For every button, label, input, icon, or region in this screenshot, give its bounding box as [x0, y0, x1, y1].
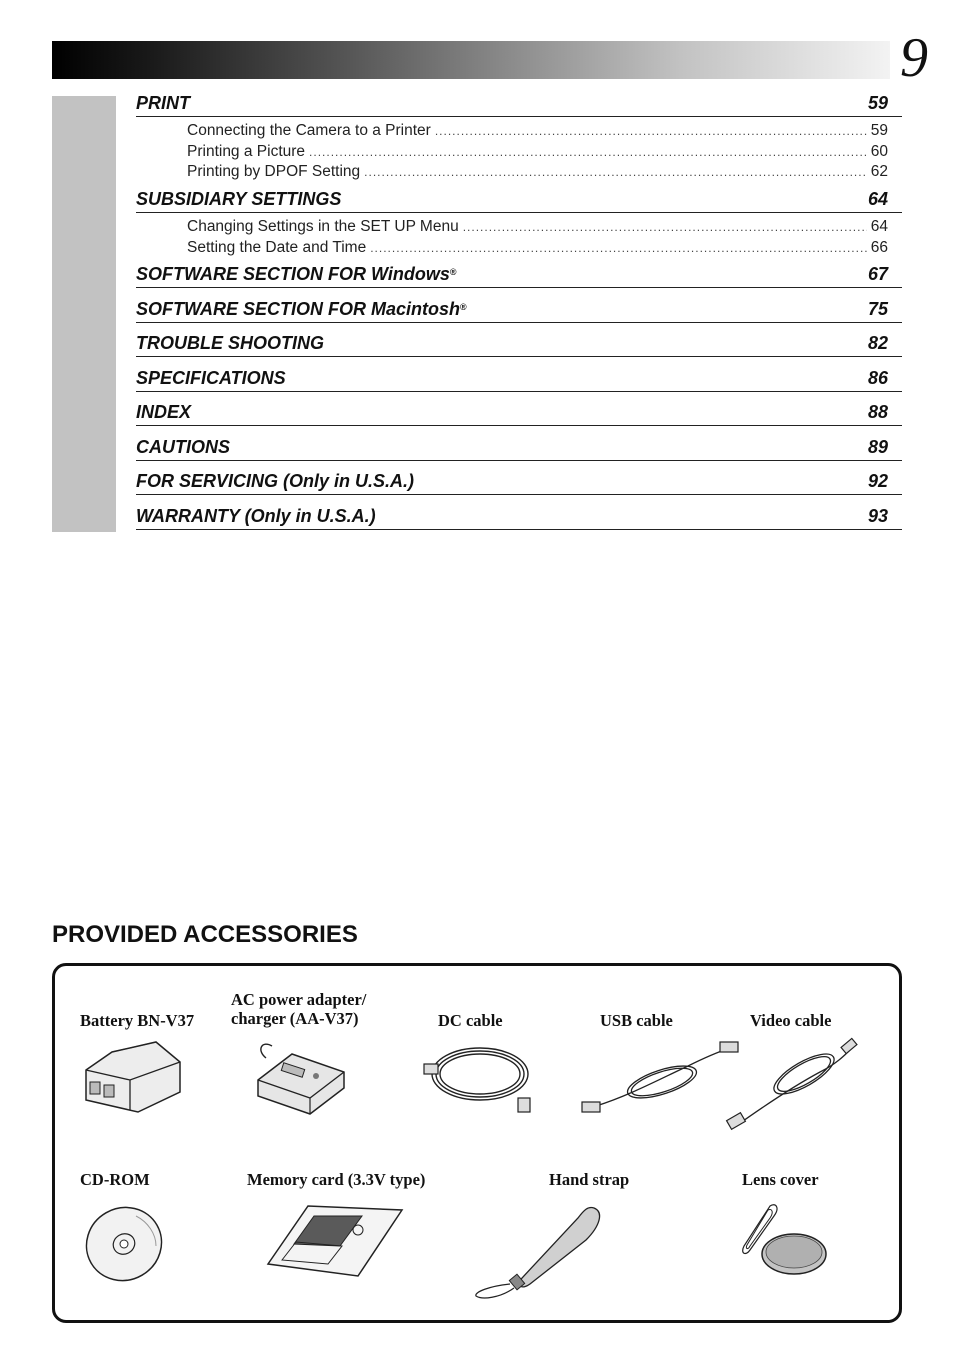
- toc-entry-title: Setting the Date and Time: [187, 239, 367, 256]
- toc-section-title: SPECIFICATIONS: [136, 368, 286, 388]
- header-gradient-bar: [52, 41, 890, 79]
- toc-section-for-servicing[interactable]: [136, 468, 902, 495]
- accessory-label-hand-strap: Hand strap: [549, 1170, 630, 1189]
- toc-section-software-windows[interactable]: [136, 261, 902, 288]
- accessory-label-memory-card: Memory card (3.3V type): [247, 1170, 426, 1189]
- dot-leader: [463, 217, 867, 237]
- toc-entry[interactable]: [187, 162, 888, 182]
- toc-section-title: TROUBLE SHOOTING: [136, 333, 324, 353]
- toc-section-page: 89: [867, 437, 888, 457]
- accessory-label-line: AC power adapter/: [231, 990, 367, 1009]
- toc-section-cautions[interactable]: [136, 434, 902, 461]
- ac-adapter-icon: [252, 1036, 352, 1118]
- toc-entry[interactable]: [187, 238, 888, 258]
- lens-cover-icon: [736, 1200, 832, 1280]
- dot-leader: [364, 162, 867, 182]
- toc-section-index[interactable]: [136, 399, 902, 426]
- toc-entry-page: 66: [870, 239, 888, 256]
- toc-section-title: SUBSIDIARY SETTINGS: [136, 189, 342, 209]
- toc-section-subsidiary-settings[interactable]: [136, 186, 902, 213]
- toc-section-title: INDEX: [136, 402, 192, 422]
- toc-section-page: 93: [867, 506, 888, 526]
- accessory-label-cd-rom: CD-ROM: [80, 1170, 150, 1189]
- accessory-label-line: charger (AA-V37): [231, 1009, 359, 1028]
- toc-entry-page: 60: [870, 143, 888, 160]
- toc-section-title: PRINT: [136, 93, 190, 113]
- page-number: 9: [900, 27, 928, 89]
- toc-section-warranty[interactable]: [136, 503, 902, 530]
- toc-entry[interactable]: [187, 142, 888, 162]
- toc-section-title: WARRANTY (Only in U.S.A.): [136, 506, 376, 526]
- dot-leader: [435, 121, 867, 141]
- toc-section-page: 92: [867, 471, 888, 491]
- accessories-heading: PROVIDED ACCESSORIES: [52, 921, 358, 948]
- toc-section-page: 64: [867, 189, 888, 209]
- toc-section-software-macintosh[interactable]: [136, 296, 902, 323]
- toc-entry-title: Printing by DPOF Setting: [187, 163, 361, 180]
- accessory-label-battery: Battery BN-V37: [80, 1011, 195, 1030]
- hand-strap-icon: [470, 1200, 608, 1304]
- toc-section-page: 59: [867, 93, 888, 113]
- dot-leader: [309, 142, 867, 162]
- toc-section-print[interactable]: [136, 90, 902, 117]
- usb-cable-icon: [578, 1040, 744, 1120]
- toc-section-specifications[interactable]: [136, 365, 902, 392]
- toc-section-page: 86: [867, 368, 888, 388]
- toc-entry-title: Printing a Picture: [187, 143, 306, 160]
- toc-entry[interactable]: [187, 121, 888, 141]
- toc-entry-title: Connecting the Camera to a Printer: [187, 122, 431, 139]
- registered-mark: ®: [460, 302, 467, 312]
- toc-entry-page: 62: [870, 163, 888, 180]
- toc-section-page: 75: [867, 299, 888, 319]
- toc-section-title: SOFTWARE SECTION FOR Macintosh: [136, 299, 461, 319]
- video-cable-icon: [724, 1036, 860, 1134]
- toc-entry-page: 59: [870, 122, 888, 139]
- dot-leader: [370, 238, 867, 258]
- toc-entry[interactable]: [187, 217, 888, 237]
- toc-section-page: 67: [867, 264, 888, 284]
- toc-section-trouble-shooting[interactable]: [136, 330, 902, 357]
- memory-card-icon: [266, 1202, 406, 1278]
- accessory-label-ac-adapter: [231, 990, 366, 1028]
- cd-rom-icon: [80, 1202, 164, 1286]
- toc-section-page: 88: [867, 402, 888, 422]
- accessory-label-dc-cable: DC cable: [438, 1011, 503, 1030]
- toc-entry-title: Changing Settings in the SET UP Menu: [187, 218, 459, 235]
- toc-entry-page: 64: [870, 218, 888, 235]
- toc-section-title: CAUTIONS: [136, 437, 230, 457]
- accessory-label-usb-cable: USB cable: [600, 1011, 673, 1030]
- toc-section-title: SOFTWARE SECTION FOR Windows: [136, 264, 450, 284]
- accessory-label-lens-cover: Lens cover: [742, 1170, 819, 1189]
- dc-cable-icon: [414, 1036, 538, 1118]
- toc-section-page: 82: [867, 333, 888, 353]
- battery-icon: [78, 1038, 188, 1118]
- toc-sidebar-tab: [52, 96, 116, 532]
- registered-mark: ®: [449, 267, 457, 277]
- toc-section-title: FOR SERVICING (Only in U.S.A.): [136, 471, 415, 491]
- accessory-label-video-cable: Video cable: [750, 1011, 832, 1030]
